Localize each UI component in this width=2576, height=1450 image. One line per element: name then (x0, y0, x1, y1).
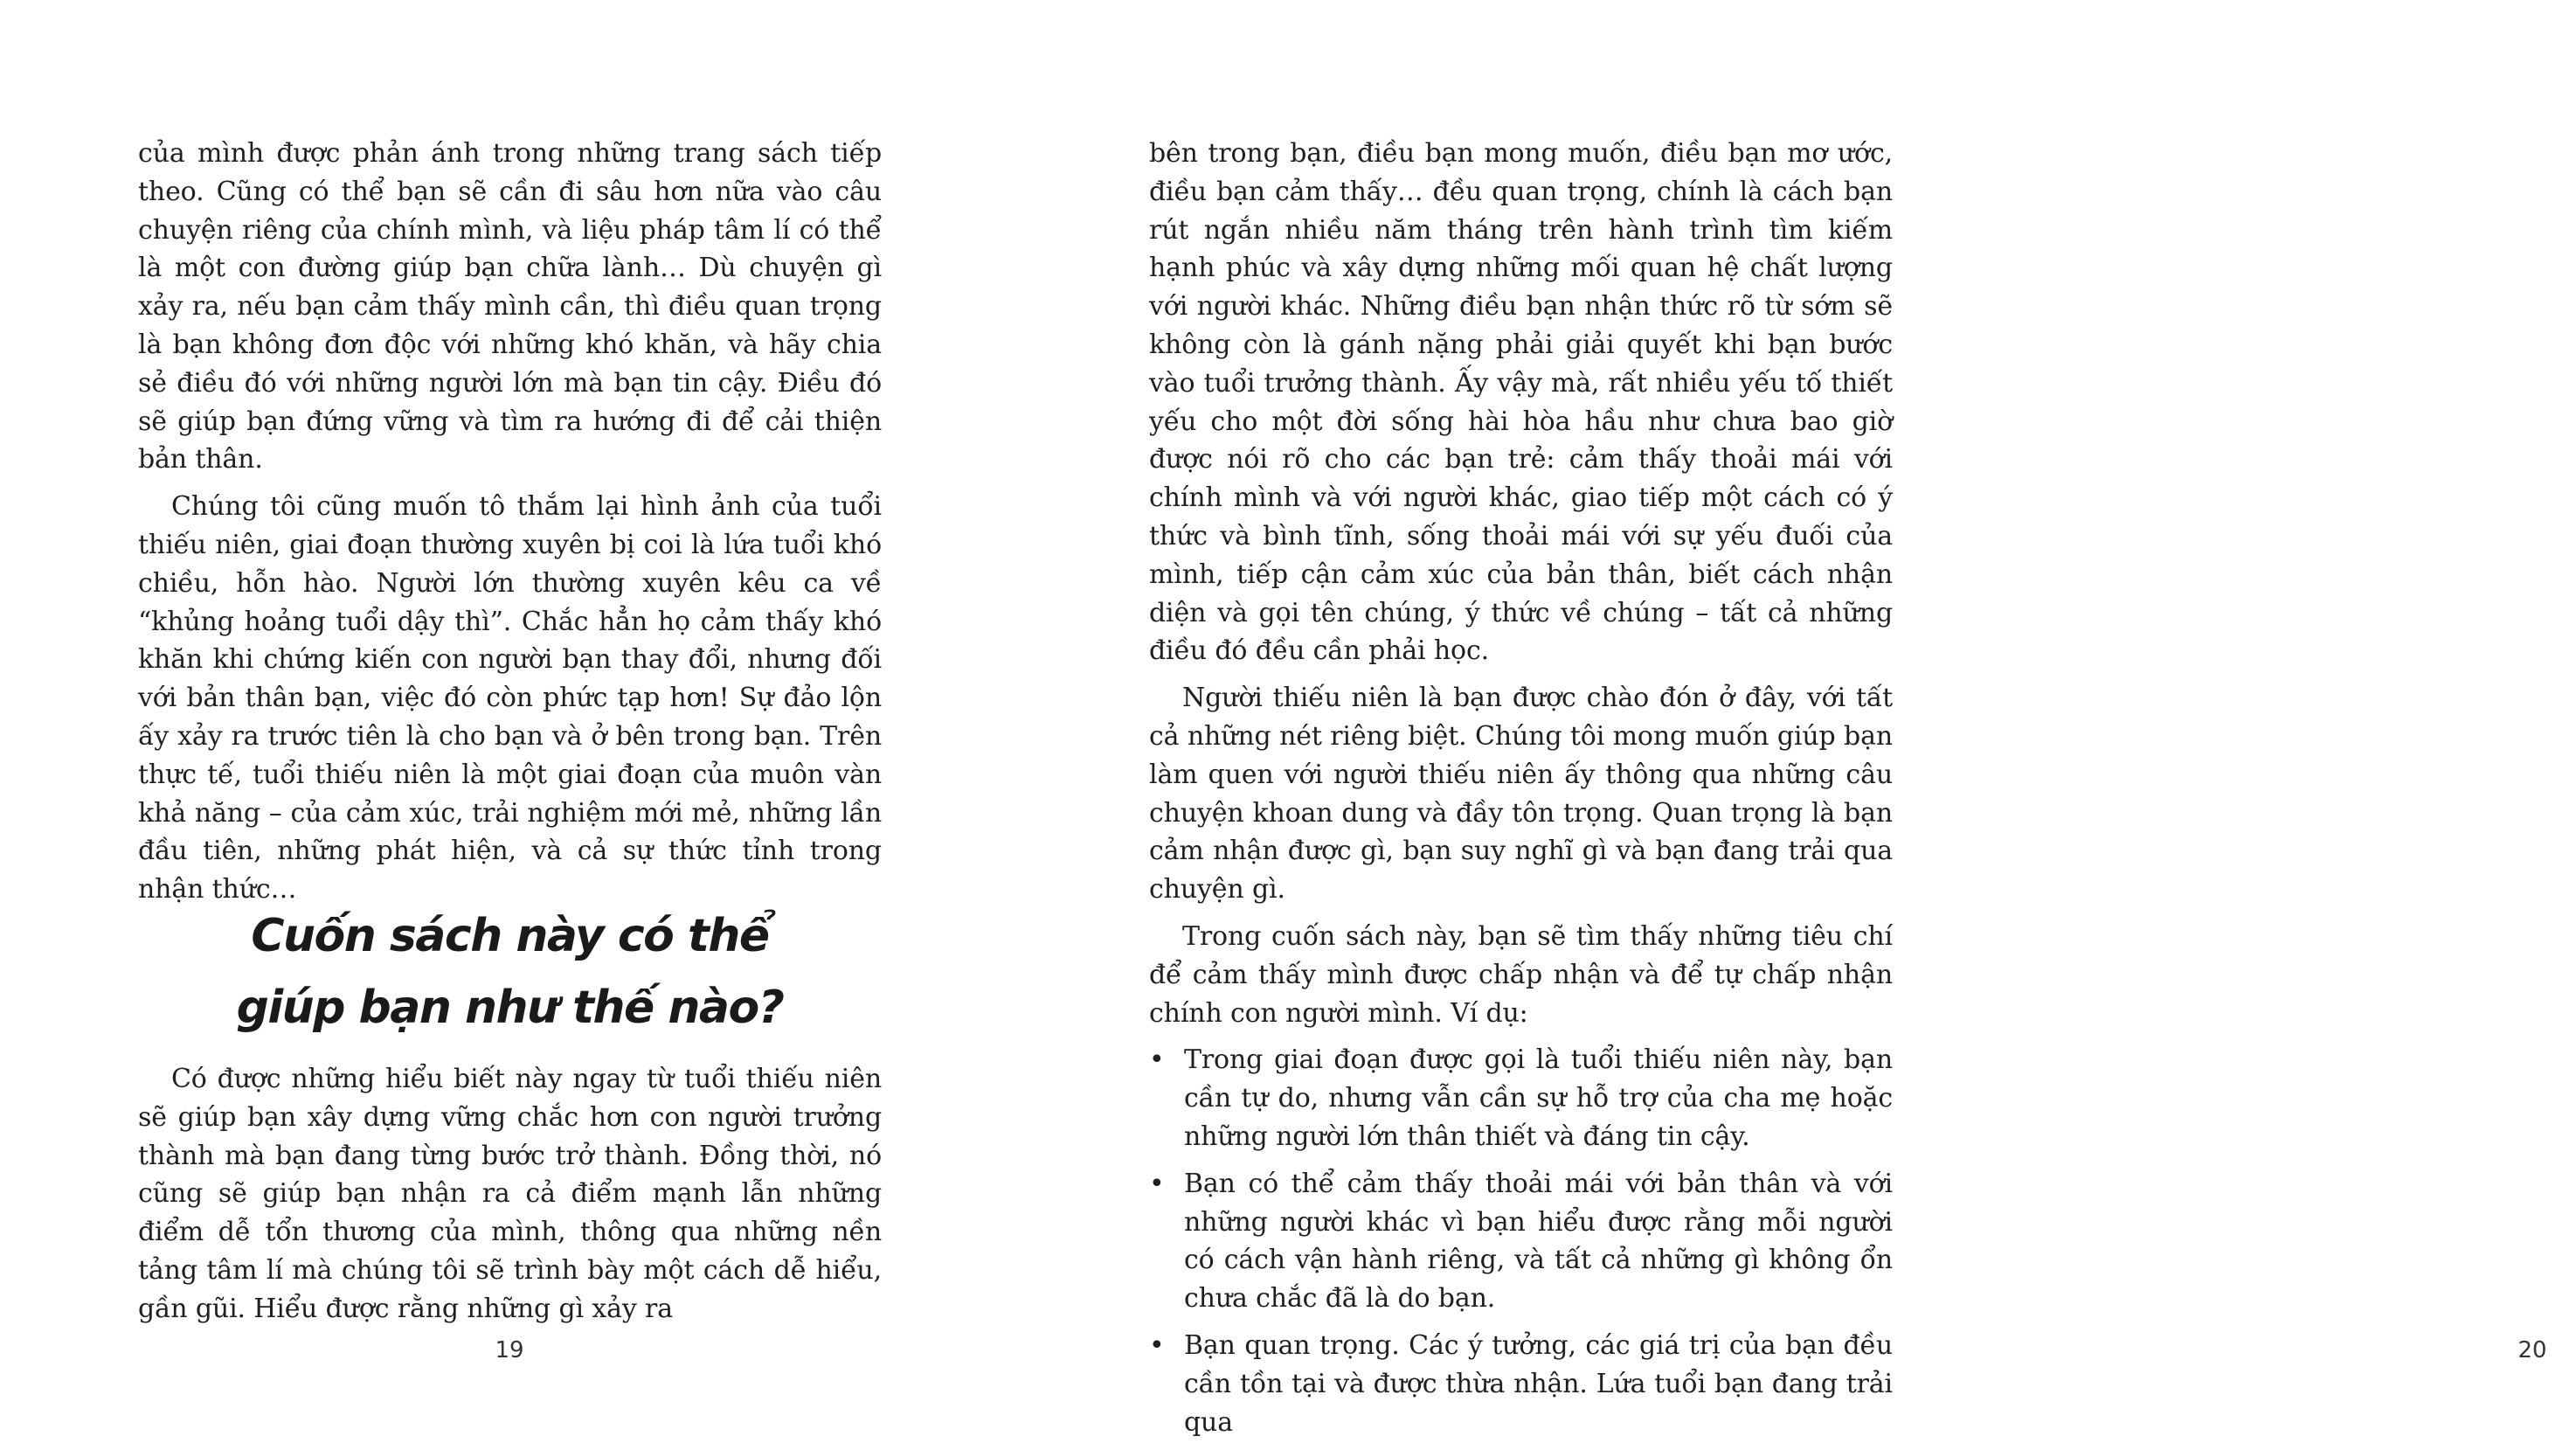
right-paragraph-1: bên trong bạn, điều bạn mong muốn, điều bạn mơ ước, điều bạn cảm thấy… đều quan trọng, chính là cách bạn rút ngắn nhiều năm tháng trên hành trình tìm kiếm hạnh phúc và xây dựng những mối quan hệ chất lượng với người khác. Những điều bạn nhận thức rõ từ sớm sẽ không còn là gánh nặng phải giải quyết khi bạn bước vào tuổi trưởng thành. Ấy vậy mà, rất nhiều yếu tố thiết yếu cho một đời sống hài hòa hầu như chưa bao giờ được nói rõ cho các bạn trẻ: cảm thấy thoải mái với chính mình và với người khác, giao tiếp một cách có ý thức và bình tĩnh, sống thoải mái với sự yếu đuối của mình, tiếp cận cảm xúc của bản thân, biết cách nhận diện và gọi tên chúng, ý thức về chúng – tất cả những điều đó đều cần phải học. (1149, 138, 1893, 667)
bullet-dot-icon: • (1149, 1044, 1165, 1076)
page-number-left: 19 (495, 1337, 524, 1363)
right-paragraph-3: Trong cuốn sách này, bạn sẽ tìm thấy những tiêu chí để cảm thấy mình được chấp nhận và để tự chấp nhận chính con người mình. Ví dụ: (1149, 920, 1893, 1029)
section-heading-line-2: giúp bạn như thế nào? (236, 982, 784, 1034)
right-page (1011, 0, 2547, 1439)
left-paragraph-2: Chúng tôi cũng muốn tô thắm lại hình ảnh của tuổi thiếu niên, giai đoạn thường xuyên bị coi là lứa tuổi khó chiều, hỗn hào. Người lớn thường xuyên kêu ca về “khủng hoảng tuổi dậy thì”. Chắc hẳn họ cảm thấy khó khăn khi chứng kiến con người bạn thay đổi, nhưng đối với bản thân bạn, việc đó còn phức tạp hơn! Sự đảo lộn ấy xảy ra trước tiên là cho bạn và ở bên trong bạn. Trên thực tế, tuổi thiếu niên là một giai đoạn của muôn vàn khả năng – của cảm xúc, trải nghiệm mới mẻ, những lần đầu tiên, những phát hiện, và cả sự thức tỉnh trong nhận thức… (138, 491, 882, 905)
bullet-text: Trong giai đoạn được gọi là tuổi thiếu niên này, bạn cần tự do, nhưng vẫn cần sự hỗ trợ của cha mẹ hoặc những người lớn thân thiết và đáng tin cậy. (1184, 1044, 1893, 1152)
left-paragraph-1: của mình được phản ánh trong những trang sách tiếp theo. Cũng có thể bạn sẽ cần đi sâu hơn nữa vào câu chuyện riêng của chính mình, và liệu pháp tâm lí có thể là một con đường giúp bạn chữa lành… Dù chuyện gì xảy ra, nếu bạn cảm thấy mình cần, thì điều quan trọng là bạn không đơn độc với những khó khăn, và hãy chia sẻ điều đó với những người lớn mà bạn tin cậy. Điều đó sẽ giúp bạn đứng vững và tìm ra hướng đi để cải thiện bản thân. (138, 138, 882, 475)
list-item (1149, 1327, 1893, 1441)
list-item (1149, 1165, 1893, 1318)
section-heading-line-1: Cuốn sách này có thể (251, 910, 769, 962)
left-page (0, 0, 1011, 1439)
bullet-text: Bạn có thể cảm thấy thoải mái với bản thân và với những người khác vì bạn hiểu được rằng mỗi người có cách vận hành riêng, và tất cả những gì không ổn chưa chắc đã là do bạn. (1184, 1168, 1893, 1315)
right-paragraph-2: Người thiếu niên là bạn được chào đón ở đây, với tất cả những nét riêng biệt. Chúng tôi mong muốn giúp bạn làm quen với người thiếu niên ấy thông qua những câu chuyện khoan dung và đầy tôn trọng. Quan trọng là bạn cảm nhận được gì, bạn suy nghĩ gì và bạn đang trải qua chuyện gì. (1149, 683, 1893, 905)
left-bottom-text (138, 1060, 882, 1337)
list-item (1149, 1041, 1893, 1155)
page-number-right: 20 (2517, 1337, 2547, 1363)
bullet-dot-icon: • (1149, 1329, 1165, 1361)
bullet-list (1149, 1041, 1893, 1441)
right-body-text (1149, 135, 1893, 1450)
bullet-dot-icon: • (1149, 1168, 1165, 1199)
left-top-text (138, 135, 882, 918)
bullet-text: Bạn quan trọng. Các ý tưởng, các giá trị của bạn đều cần tồn tại và được thừa nhận. Lứa tuổi bạn đang trải qua (1184, 1329, 1893, 1438)
left-paragraph-3: Có được những hiểu biết này ngay từ tuổi thiếu niên sẽ giúp bạn xây dựng vững chắc hơn con người trưởng thành mà bạn đang từng bước trở thành. Đồng thời, nó cũng sẽ giúp bạn nhận ra cả điểm mạnh lẫn những điểm dễ tổn thương của mình, thông qua những nền tảng tâm lí mà chúng tôi sẽ trình bày một cách dễ hiểu, gần gũi. Hiểu được rằng những gì xảy ra (138, 1064, 882, 1324)
section-heading (138, 900, 882, 1044)
